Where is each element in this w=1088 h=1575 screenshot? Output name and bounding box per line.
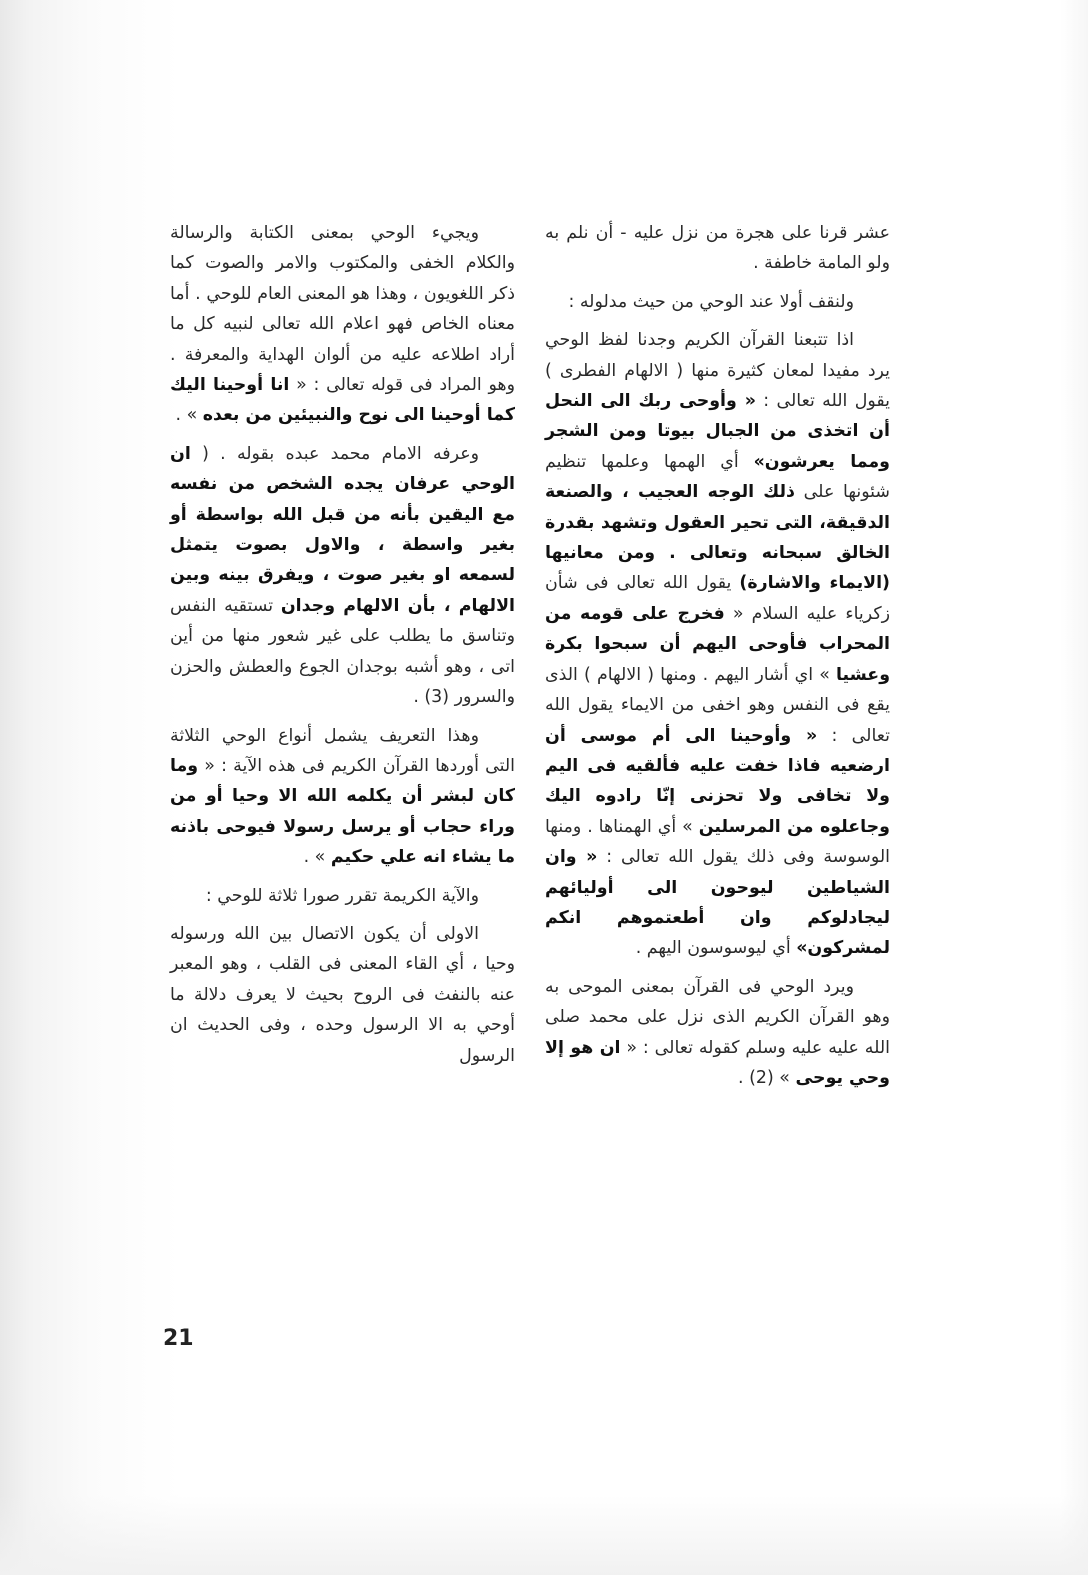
body-text: الاولى أن يكون الاتصال بين الله ورسوله وحيا ، أي القاء المعنى فى القلب ، وهو المعبر عنه بالنفث فى الروح بحيث لا يعرف دلالة ما أوحي به الا الرسول وحده ، وفى الحديث ان الرسول	[170, 923, 515, 1066]
quran-quote-bold: فخرج على قومه من المحراب فأوحى اليهم أن سبحوا بكرة وعشيا	[545, 603, 890, 685]
body-text: » .	[303, 847, 331, 868]
quran-quote-bold: ان هو إلا وحي يوحى	[545, 1037, 890, 1088]
quran-quote-bold: « وأوحينا الى أم موسى أن ارضعيه فاذا خفت عليه فألقيه فى اليم ولا تخافى ولا تحزنى إنّا رادوه اليك وجاعلوه من المرسلين	[545, 725, 890, 837]
quran-quote-bold: « وأوحى ربك الى النحل أن اتخذى من الجبال بيوتا ومن الشجر ومما يعرشون»	[545, 391, 890, 472]
body-text: أي الهمها وعلمها تنظيم شئونها على	[545, 451, 890, 503]
paragraph	[170, 881, 515, 911]
body-text: وعرفه الامام محمد عبده بقوله . (	[190, 443, 479, 464]
body-text: » أي الهمناها . ومنها الوسوسة وفى ذلك يقول الله تعالى :	[545, 816, 890, 868]
body-text: » (2) .	[738, 1067, 796, 1088]
body-text: عشر قرنا على هجرة من نزل عليه - أن نلم به ولو المامة خاطفة .	[545, 223, 890, 274]
body-text: وهذا التعريف يشمل أنواع الوحي الثلاثة التى أوردها القرآن الكريم فى هذه الآية : «	[170, 725, 515, 776]
body-text: » اي أشار اليهم . ومنها ( الالهام ) الذى يقع فى النفس وهو اخفى من الايماء يقول الله تعالى :	[545, 664, 890, 746]
body-text: ولنقف أولا عند الوحي من حيث مدلوله :	[568, 291, 854, 312]
body-text: » .	[175, 405, 203, 426]
body-text: تستقيه النفس وتناسق ما يطلب على غير شعور منها من أين اتى ، وهو أشبه بوجدان الجوع والعطش والحزن والسرور (3) .	[170, 595, 515, 708]
quran-quote-bold: ان الوحي عرفان يجده الشخص من نفسه مع اليقين بأنه من قبل الله بواسطة أو بغير واسطة ، والاول بصوت يتمثل لسمعه او بغير صوت ، ويفرق بينه وبين الالهام ، بأن الالهام وجدان	[170, 443, 515, 616]
body-text: اذا تتبعنا القرآن الكريم وجدنا لفظ الوحي يرد مفيدا لمعان كثيرة منها ( الالهام الفطرى ) يقول الله تعالى :	[545, 330, 890, 412]
body-text: ويجيء الوحي بمعنى الكتابة والرسالة والكلام الخفى والمكتوب والامر والصوت كما ذكر اللغويون ، وهذا هو المعنى العام للوحي . أما معناه الخاص فهو اعلام الله تعالى لنبيه كل ما أراد اطلاعه عليه من ألوان الهداية والمعرفة . وهو المراد فى قوله تعالى : «	[170, 223, 515, 396]
body-text: أي ليوسوسون اليهم .	[635, 938, 797, 959]
quran-quote-bold: انا أوحينا اليك كما أوحينا الى نوح والنبيئين من بعده	[170, 375, 515, 426]
body-text: والآية الكريمة تقرر صورا ثلاثة للوحي :	[205, 885, 479, 906]
quran-quote-bold: وما كان لبشر أن يكلمه الله الا وحيا أو من وراء حجاب أو يرسل رسولا فيوحى باذنه ما يشاء انه علي حكيم	[170, 755, 515, 868]
page-number: 21	[163, 1326, 194, 1351]
paragraph	[545, 218, 890, 279]
paragraph	[545, 287, 890, 317]
quran-quote-bold: « وان الشياطين ليوحون الى أوليائهم ليجادلوكم وان أطعتموهم انكم لمشركون»	[545, 847, 890, 959]
paragraph	[170, 439, 515, 713]
right-text-column	[545, 218, 890, 1101]
paragraph	[545, 972, 890, 1094]
paragraph	[545, 325, 890, 964]
paragraph	[170, 721, 515, 873]
paragraph	[170, 218, 515, 431]
quran-quote-bold: ذلك الوجه العجيب ، والصنعة الدقيقة، التى تحير العقول وتشهد بقدرة الخالق سبحانه وتعالى . ومن معانيها (الايماء والاشارة)	[545, 482, 890, 594]
left-text-column	[170, 218, 515, 1079]
body-text: يقول الله تعالى فى شأن زكرياء عليه السلام «	[545, 573, 891, 624]
body-text: ويرد الوحي فى القرآن بمعنى الموحى به وهو القرآن الكريم الذى نزل على محمد صلى الله عليه عليه وسلم كقوله تعالى : «	[545, 976, 890, 1058]
paragraph	[170, 919, 515, 1071]
